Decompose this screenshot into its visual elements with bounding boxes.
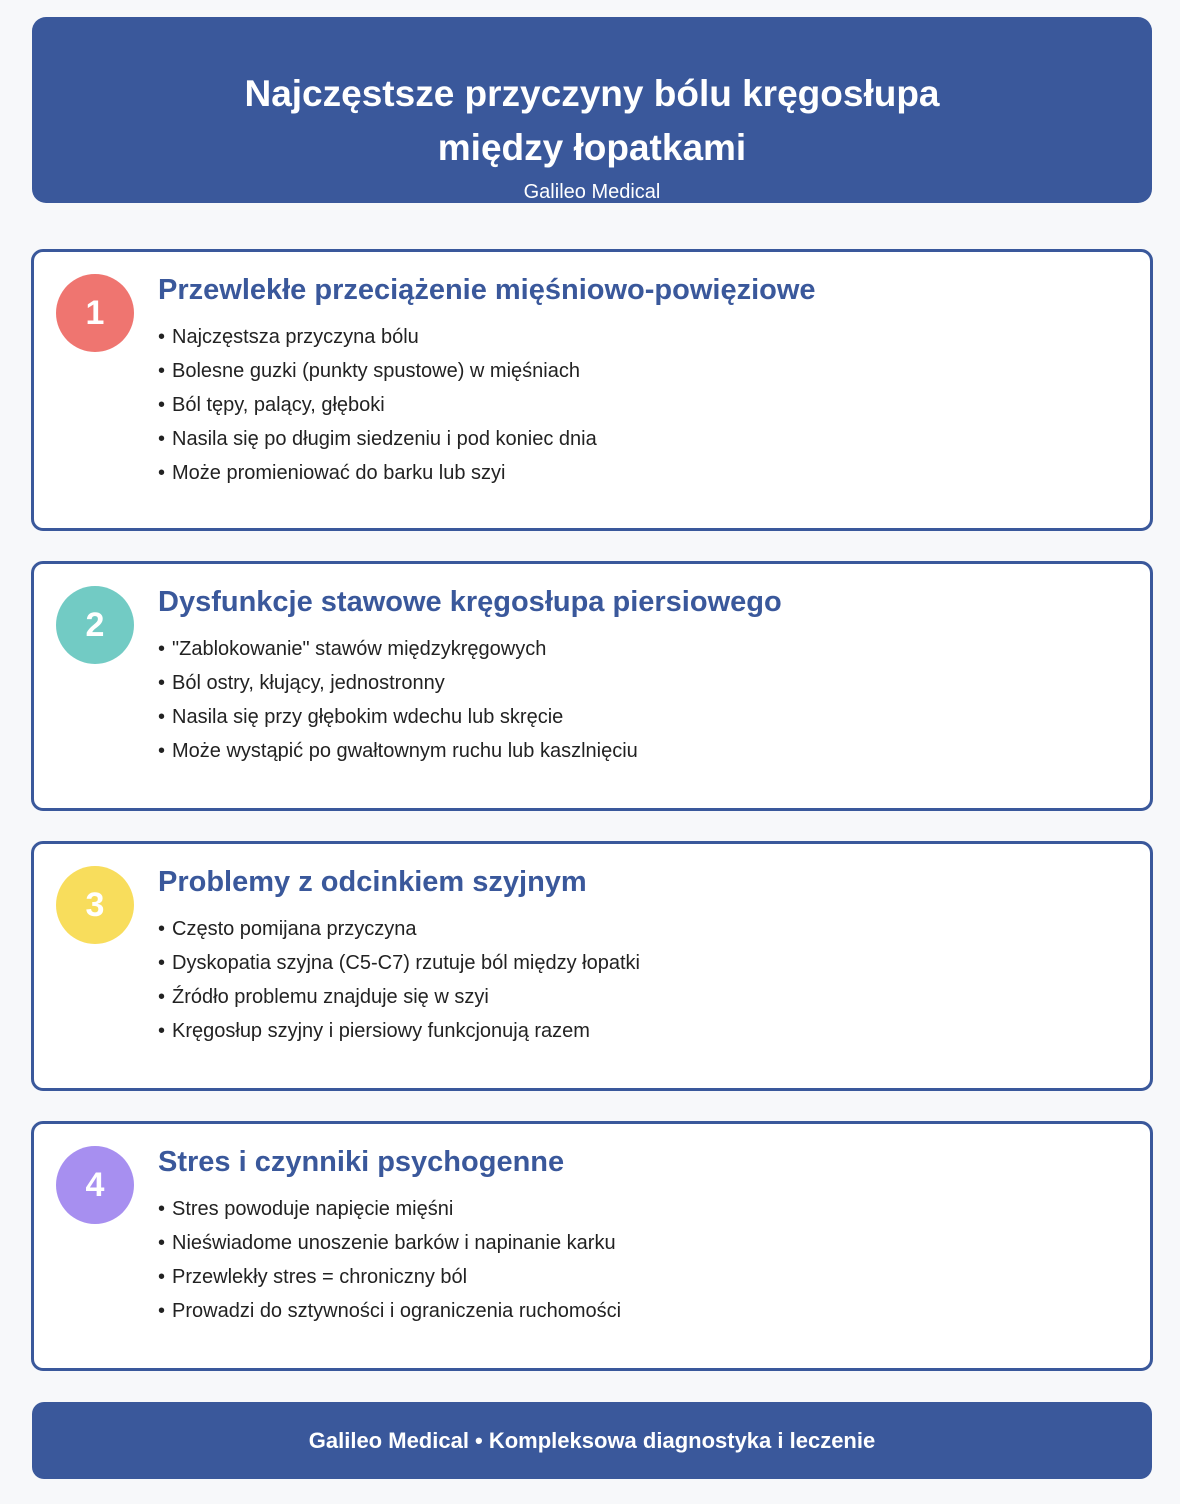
list-item: • Bolesne guzki (punkty spustowe) w mięśniach: [158, 354, 597, 388]
list-item: • Nieświadome unoszenie barków i napinanie karku: [158, 1226, 621, 1260]
cause-list-2: [158, 632, 638, 768]
bullet-icon: •: [158, 740, 166, 762]
cause-list-4: [158, 1192, 621, 1328]
cause-card-3: [31, 841, 1153, 1091]
page-title-line-1: Najczęstsze przyczyny bólu kręgosłupa: [244, 73, 940, 114]
bullet-icon: •: [158, 394, 166, 416]
list-item: • Może promieniować do barku lub szyi: [158, 456, 597, 490]
footer-banner: Galileo Medical • Kompleksowa diagnostyka i leczenie: [32, 1402, 1152, 1479]
cause-list-3: [158, 912, 640, 1048]
bullet-icon: •: [158, 360, 166, 382]
bullet-icon: •: [158, 1300, 166, 1322]
cause-title-2: Dysfunkcje stawowe kręgosłupa piersiowego: [158, 586, 782, 618]
list-item: • Nasila się przy głębokim wdechu lub skręcie: [158, 700, 638, 734]
list-item: • Kręgosłup szyjny i piersiowy funkcjonują razem: [158, 1014, 640, 1048]
list-item: • Prowadzi do sztywności i ograniczenia ruchomości: [158, 1294, 621, 1328]
bullet-icon: •: [158, 428, 166, 450]
bullet-icon: •: [158, 672, 166, 694]
bullet-icon: •: [158, 706, 166, 728]
list-item: • Ból tępy, palący, głęboki: [158, 388, 597, 422]
list-item: • Nasila się po długim siedzeniu i pod koniec dnia: [158, 422, 597, 456]
list-item: • Źródło problemu znajduje się w szyi: [158, 980, 640, 1014]
number-badge-3: 3: [56, 866, 134, 944]
bullet-icon: •: [158, 918, 166, 940]
list-item: • Często pomijana przyczyna: [158, 912, 640, 946]
list-item: • Stres powoduje napięcie mięśni: [158, 1192, 621, 1226]
list-item: • Przewlekły stres = chroniczny ból: [158, 1260, 621, 1294]
list-item: • Dyskopatia szyjna (C5-C7) rzutuje ból między łopatki: [158, 946, 640, 980]
cause-card-1: [31, 249, 1153, 531]
page-subtitle: Galileo Medical: [523, 181, 661, 203]
cause-card-4: [31, 1121, 1153, 1371]
list-item: • Ból ostry, kłujący, jednostronny: [158, 666, 638, 700]
bullet-icon: •: [158, 1198, 166, 1220]
list-item: • "Zablokowanie" stawów międzykręgowych: [158, 632, 638, 666]
list-item: • Może wystąpić po gwałtownym ruchu lub kaszlnięciu: [158, 734, 638, 768]
bullet-icon: •: [158, 952, 166, 974]
cause-list-1: [158, 320, 597, 490]
bullet-icon: •: [158, 326, 166, 348]
list-item: • Najczęstsza przyczyna bólu: [158, 320, 597, 354]
bullet-icon: •: [158, 1020, 166, 1042]
bullet-icon: •: [158, 462, 166, 484]
page-title-line-2: między łopatkami: [437, 127, 747, 168]
bullet-icon: •: [158, 638, 166, 660]
cause-title-3: Problemy z odcinkiem szyjnym: [158, 866, 587, 898]
cause-title-1: Przewlekłe przeciążenie mięśniowo-powięziowe: [158, 274, 816, 306]
cause-card-2: [31, 561, 1153, 811]
bullet-icon: •: [158, 1266, 166, 1288]
bullet-icon: •: [158, 1232, 166, 1254]
number-badge-2: 2: [56, 586, 134, 664]
number-badge-4: 4: [56, 1146, 134, 1224]
number-badge-1: 1: [56, 274, 134, 352]
header-banner: [32, 17, 1152, 203]
cause-title-4: Stres i czynniki psychogenne: [158, 1146, 565, 1178]
bullet-icon: •: [158, 986, 166, 1008]
page-title: [32, 17, 1152, 175]
